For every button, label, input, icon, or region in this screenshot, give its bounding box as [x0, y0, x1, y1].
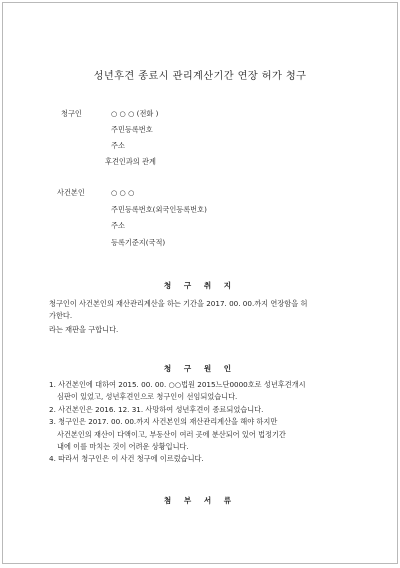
principal-label: 사건본인 — [57, 188, 85, 197]
purpose-line-2: 가한다. — [49, 311, 73, 320]
attachments-heading: 첨 부 서 류 — [163, 496, 237, 505]
reason-item-3-cont-2: 내에 이를 마치는 것이 어려운 상황입니다. — [57, 442, 189, 452]
reason-item-2: 2. 사건본인은 2016. 12. 31. 사망하여 성년후견이 종료되었습니다. — [49, 404, 264, 414]
purpose-line-3: 라는 재판을 구합니다. — [49, 325, 119, 334]
document-title: 성년후견 종료시 관리계산기간 연장 허가 청구 — [93, 71, 307, 82]
reason-item-1: 1. 사건본인에 대하여 2015. 00. 00. ○○법원 2015느단0000호로 성년후견개시 — [49, 380, 306, 389]
reasons-heading: 청 구 원 인 — [163, 364, 237, 373]
principal-name-line: ○ ○ ○ — [111, 188, 135, 197]
document-page — [2, 2, 398, 564]
petitioner-resident-number-field: 주민등록번호 — [111, 125, 153, 134]
petitioner-label: 청구인 — [61, 109, 82, 118]
reason-item-3-cont-1: 사건본인의 재산이 다액이고, 부동산이 여러 곳에 분산되어 있어 법정기간 — [57, 429, 286, 439]
principal-address-field: 주소 — [111, 221, 125, 230]
principal-resident-number-field: 주민등록번호(외국인등록번호) — [111, 205, 207, 214]
reason-item-4: 4. 따라서 청구인은 이 사건 청구에 이르렀습니다. — [49, 454, 204, 464]
reason-item-3: 3. 청구인은 2017. 00. 00.까지 사건본인의 재산관리계산을 해야 하지만 — [49, 417, 278, 427]
reason-item-1-cont: 심판이 있었고, 성년후견인으로 청구인이 선임되었습니다. — [57, 392, 238, 402]
purpose-heading: 청 구 취 지 — [163, 281, 237, 290]
petitioner-name-line: ○ ○ ○ (전화 ) — [111, 109, 159, 118]
principal-registration-field: 등록기준지(국적) — [111, 238, 166, 247]
purpose-line-1: 청구인이 사건본인의 재산관리계산을 하는 기간을 2017. 00. 00.까지 연장함을 허 — [49, 299, 308, 308]
reasons-list — [49, 379, 379, 466]
petitioner-relationship-field: 후견인과의 관계 — [105, 157, 156, 166]
petitioner-address-field: 주소 — [111, 141, 125, 150]
